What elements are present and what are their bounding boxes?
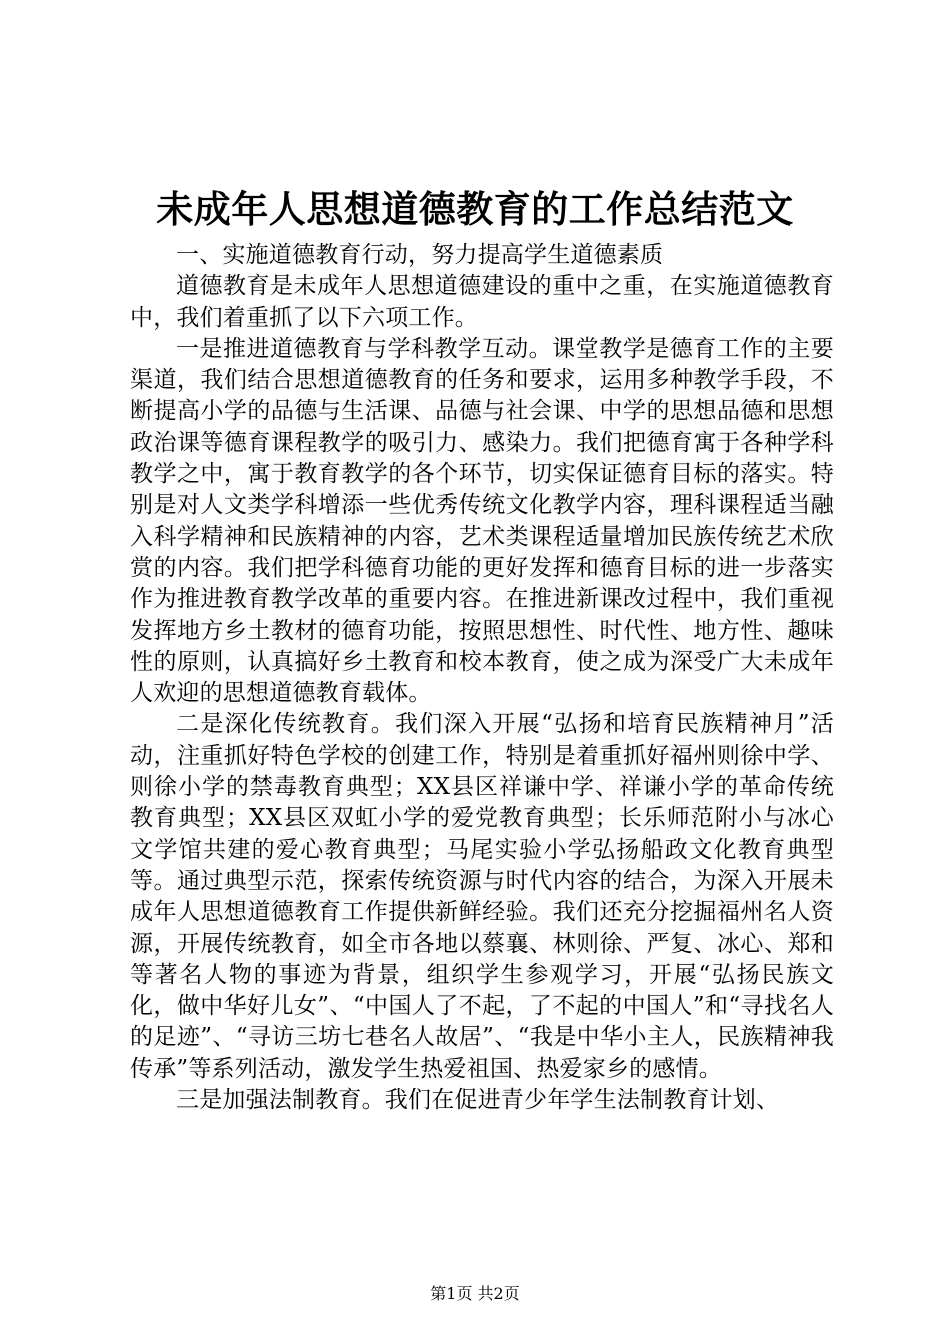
paragraph: 一是推进道德教育与学科教学互动。课堂教学是德育工作的主要渠道，我们结合思想道德教育的任务和要求，运用多种教学手段，不断提高小学的品德与生活课、品德与社会课、中学的思想品德和思想政治课等德育课程教学的吸引力、感染力。我们把德育寓于各种学科教学之中，寓于教育教学的各个环节，切实保证德育目标的落实。特别是对人文类学科增添一些优秀传统文化教学内容，理科课程适当融入科学精神和民族精神的内容，艺术类课程适量增加民族传统艺术欣赏的内容。我们把学科德育功能的更好发挥和德育目标的进一步落实作为推进教育教学改革的重要内容。在推进新课改过程中，我们重视发挥地方乡土教材的德育功能，按照思想性、时代性、地方性、趣味性的原则，认真搞好乡土教育和校本教育，使之成为深受广大未成年人欢迎的思想道德教育载体。 (130, 335, 834, 707)
page-footer: 第1页 共2页 (430, 1284, 520, 1303)
paragraph: 三是加强法制教育。我们在促进青少年学生法制教育计划、 (176, 1087, 780, 1114)
section-heading: 一、实施道德教育行动，努力提高学生道德素质 (176, 242, 664, 268)
paragraph: 道德教育是未成年人思想道德建设的重中之重，在实施道德教育中，我们着重抓了以下六项工作。 (130, 273, 834, 331)
document-body (130, 240, 834, 1116)
document-title: 未成年人思想道德教育的工作总结范文 (156, 187, 794, 231)
paragraph: 二是深化传统教育。我们深入开展“弘扬和培育民族精神月”活动，注重抓好特色学校的创建工作，特别是着重抓好福州则徐中学、则徐小学的禁毒教育典型；XX县区祥谦中学、祥谦小学的革命传统教育典型；XX县区双虹小学的爱党教育典型；长乐师范附小与冰心文学馆共建的爱心教育典型；马尾实验小学弘扬船政文化教育典型等。通过典型示范，探索传统资源与时代内容的结合，为深入开展未成年人思想道德教育工作提供新鲜经验。我们还充分挖掘福州名人资源，开展传统教育，如全市各地以蔡襄、林则徐、严复、冰心、郑和等著名人物的事迹为背景，组织学生参观学习，开展“弘扬民族文化，做中华好儿女”、“中国人了不起，了不起的中国人”和“寻找名人的足迹”、“寻访三坊七巷名人故居”、“我是中华小主人，民族精神我传承”等系列活动，激发学生热爱祖国、热爱家乡的感情。 (130, 711, 834, 1082)
